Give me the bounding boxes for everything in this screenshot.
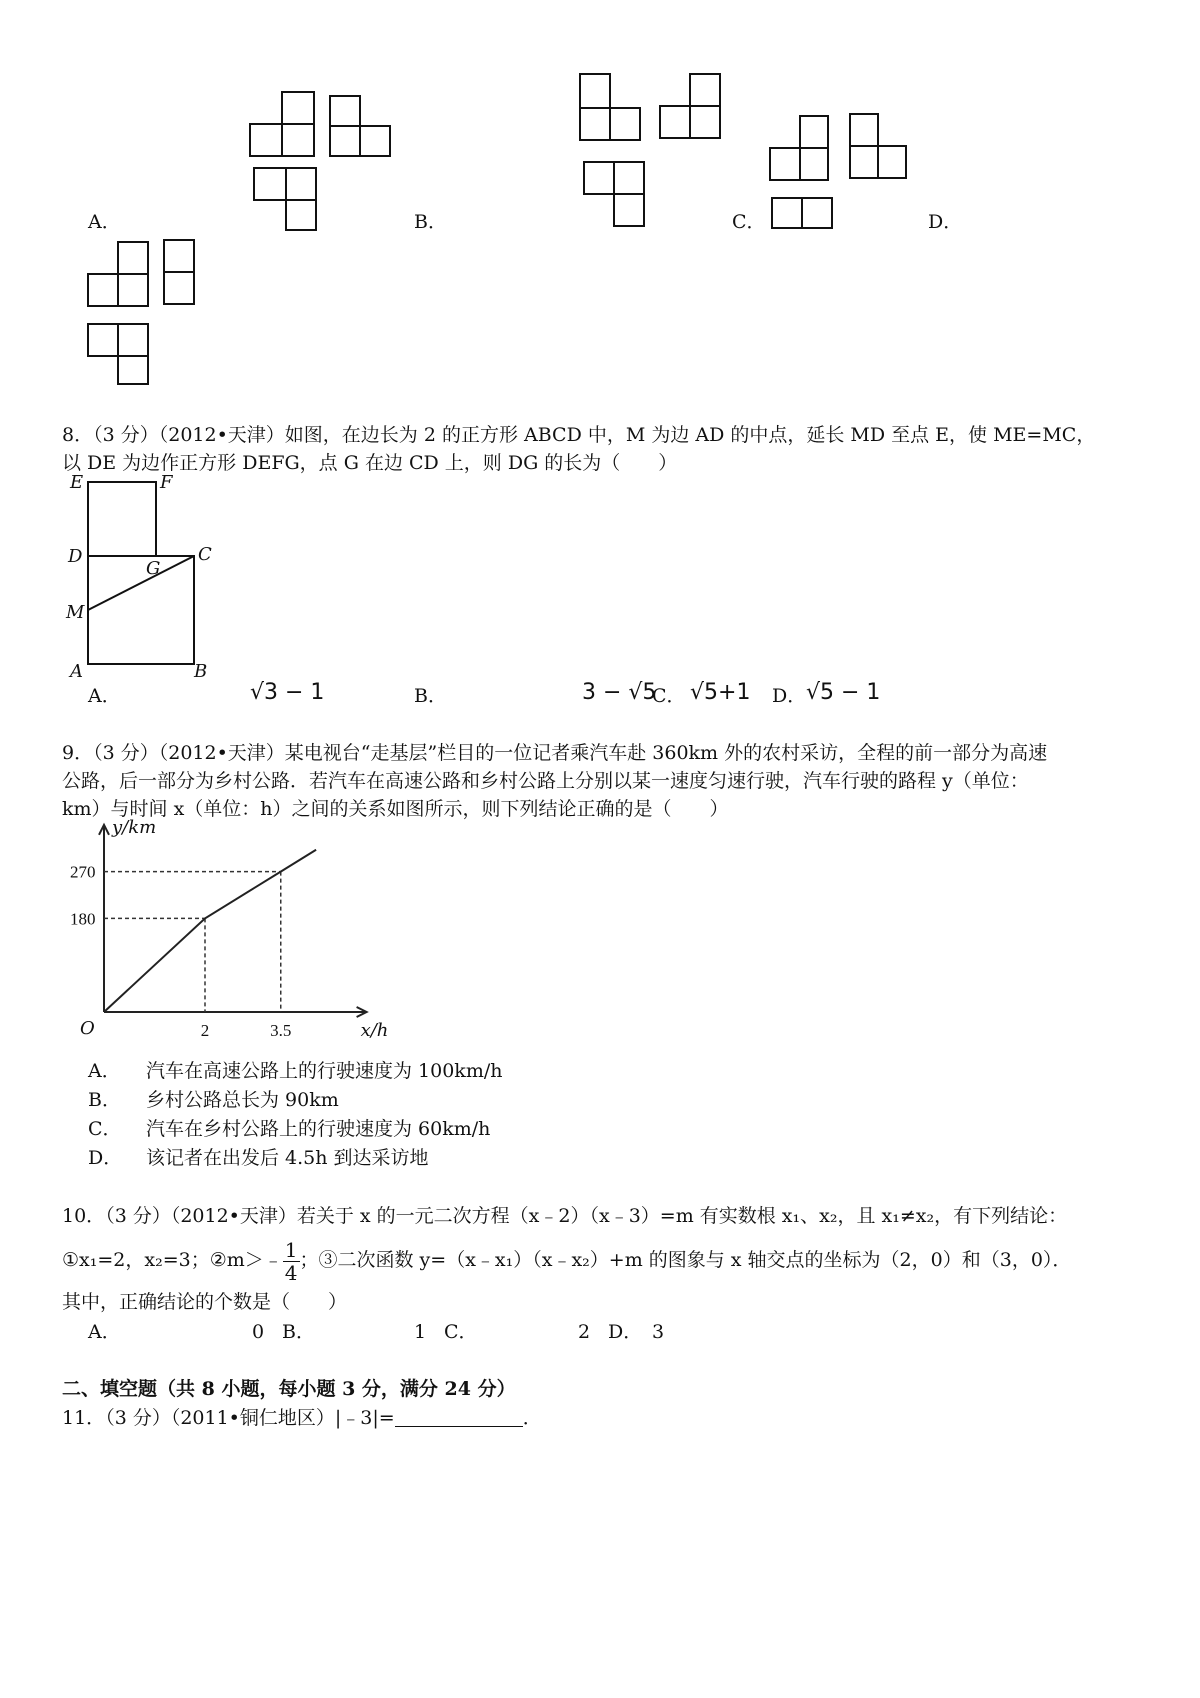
q10-option-b[interactable]: B． [282,1321,315,1343]
x-axis-label: x/h [360,1020,389,1041]
label-e: E [70,472,84,493]
q8-number: 8． [62,424,94,446]
q8-option-c-value: √5+1 [690,680,751,705]
q10-option-a-value: 0 [252,1321,265,1343]
q7-option-d[interactable]: D． [928,211,963,233]
q7-figure-c [770,114,920,234]
q8-stem-line1 [62,422,1095,448]
q8-option-d-value: √5 − 1 [806,680,881,705]
q10-source: （2012•天津） [170,1205,297,1227]
q11-text: |﹣3|= [334,1407,395,1429]
label-g: G [146,558,161,579]
q9-stem-line2: 公路，后一部分为乡村公路．若汽车在高速公路和乡村公路上分别以某一速度匀速行驶，汽车行驶的路程 y（单位： [62,770,1029,792]
q9-text1: 某电视台“走基层”栏目的一位记者乘汽车赴 360km 外的农村采访，全程的前一部分为高速 [284,742,1048,764]
q9-option-c[interactable]: C． 汽车在乡村公路上的行驶速度为 60km/h [88,1118,491,1140]
q9-source: （2012•天津） [158,742,285,764]
q7-option-a[interactable]: A． [88,211,121,233]
q10-score: （3 分） [105,1205,171,1227]
x-tick-label-0: 2 [200,1021,210,1040]
q9-stem-line1 [62,740,1047,766]
series-line [104,850,316,1012]
q8-stem-line2: 以 DE 为边作正方形 DEFG，点 G 在边 CD 上，则 DG 的长为（ ） [62,452,678,474]
q10-option-c-value: 2 [578,1321,591,1343]
origin-label: O [80,1018,95,1039]
q8-option-a-value: √3 − 1 [250,680,325,705]
label-b: B [194,661,208,682]
q9-option-a[interactable]: A． 汽车在高速公路上的行驶速度为 100km/h [88,1060,503,1082]
label-f: F [160,472,173,493]
q10-stem-line2: ①x₁=2，x₂=3；②m＞﹣ $\frac{1}{4}$ ；③二次函数 y=（x﹣x₁）（x﹣x₂）+m 的图象与 x 轴交点的坐标为（2，0）和（3，0）． [62,1237,1072,1285]
q9-option-b[interactable]: B． 乡村公路总长为 90km [88,1089,339,1111]
q7-figure-a [250,92,420,232]
q9-stem-line3: km）与时间 x（单位：h）之间的关系如图所示，则下列结论正确的是（ ） [62,798,729,820]
q10-option-a[interactable]: A． [88,1321,121,1343]
label-a: A [70,661,83,682]
q10-number: 10． [62,1205,106,1227]
q8-source: （2012•天津） [158,424,285,446]
q10-option-c[interactable]: C． [444,1321,478,1343]
q9-score: （3 分） [93,742,159,764]
q10-option-b-value: 1 [414,1321,427,1343]
y-tick-label-0: 180 [70,909,96,929]
q7-option-b[interactable]: B． [414,211,447,233]
q8-option-d[interactable]: D． [772,685,807,707]
q10-stem-line3: 其中，正确结论的个数是（ ） [62,1291,348,1313]
q9-chart [70,816,389,1046]
fraction-one-quarter: $\frac{1}{4}$ [284,1237,298,1285]
y-axis-label: y/km [112,816,157,838]
q10-option-d-value: 3 [652,1321,665,1343]
label-d: D [68,546,83,567]
q9-number: 9． [62,742,94,764]
q8-text1: 如图，在边长为 2 的正方形 ABCD 中，M 为边 AD 的中点，延长 MD 至点 E，使 ME=MC， [284,424,1096,446]
section-heading: 二、填空题（共 8 小题，每小题 3 分，满分 24 分） [62,1378,516,1400]
q8-figure [60,472,230,682]
q8-option-b[interactable]: B． [414,685,447,707]
q11-score: （3 分） [105,1407,171,1429]
q11-number: 11． [62,1407,106,1429]
q11-stem: 11．（3 分）（2011•铜仁地区）|﹣3|= ． [62,1407,542,1429]
y-tick-label-1: 270 [70,862,96,882]
q10-stem-line1 [62,1203,1067,1229]
q10-option-d[interactable]: D． [608,1321,643,1343]
q9-option-d[interactable]: D． 该记者在出发后 4.5h 到达采访地 [88,1147,429,1169]
q7-figure-d [88,240,218,390]
q10-text1: 若关于 x 的一元二次方程（x﹣2）（x﹣3）=m 有实数根 x₁、x₂，且 x₁≠x₂，有下列结论： [296,1205,1068,1227]
q8-option-b-value: 3 − √5 [582,680,657,705]
q8-score: （3 分） [93,424,159,446]
q8-option-a[interactable]: A． [88,685,121,707]
q7-option-c[interactable]: C． [732,211,766,233]
x-tick-label-1: 3.5 [270,1021,292,1040]
label-m: M [66,602,85,623]
q11-source: （2011•铜仁地区） [170,1407,335,1429]
q8-option-c[interactable]: C． [652,685,686,707]
q7-figure-b [580,74,730,234]
label-c: C [198,544,212,565]
q11-answer-blank[interactable] [395,1408,523,1427]
